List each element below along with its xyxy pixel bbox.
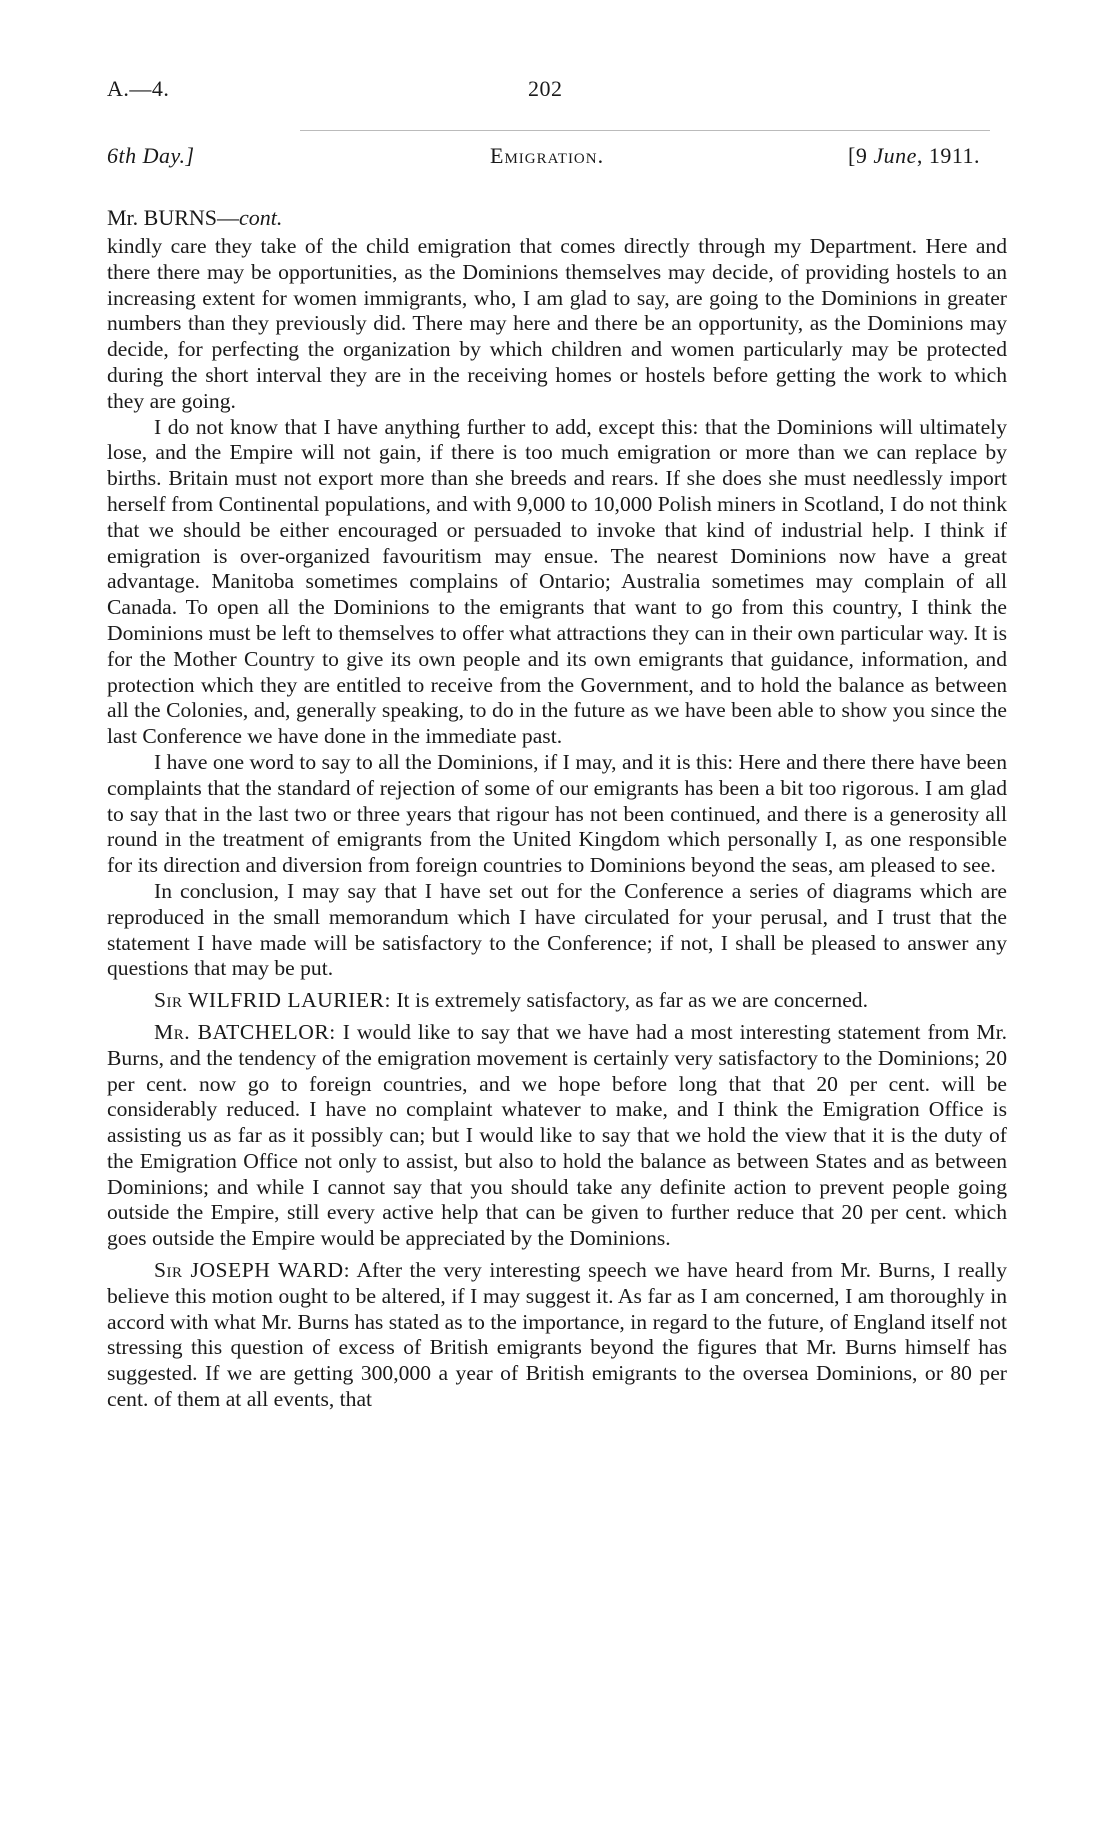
paragraph: [107, 988, 1007, 1014]
speaker-name: Mr. BATCHELOR:: [154, 1019, 336, 1044]
paragraph: I have one word to say to all the Dominions, if I may, and it is this: Here and there there have been complaints that the standard of rejection of some of our emigrants has been a bit too rigorous. I am glad to say that in the last two or three years that rigour has not been continued, and there is a generosity all round in the treatment of emigrants from the United Kingdom which personally I, as one responsible for its direction and diversion from foreign countries to Dominions beyond the seas, am pleased to see.: [107, 749, 1007, 878]
speaker-continued: [107, 205, 282, 231]
speech-text: After the very interesting speech we have heard from Mr. Burns, I really believe this motion ought to be altered, if I may suggest it. As far as I am concerned, I am thoroughly in accord with what Mr. Burns has stated as to the importance, in regard to the future, of England itself not stressing this question of excess of British emigrants beyond the figures that Mr. Burns himself has suggested. If we are getting 300,000 a year of British emigrants to the oversea Dominions, or 80 per cent. of them at all events, that: [107, 1258, 1007, 1412]
date-month: June: [873, 143, 917, 168]
paragraph: I do not know that I have anything further to add, except this: that the Dominions will ultimately lose, and the Empire will not gain, if there is too much emigration or more than we can replace by births. Britain must not export more than she breeds and rears. If she does she must needlessly import herself from Continental populations, and with 9,000 to 10,000 Polish miners in Scotland, I do not think that we should be either encouraged or persuaded to invoke that kind of industrial help. I think if emigration is over-organized favouritism may ensue. The nearest Dominions now have a great advantage. Manitoba sometimes complains of Ontario; Australia sometimes may complain of all Canada. To open all the Dominions to the emigrants that want to go from this country, I think the Dominions must be left to themselves to offer what attractions they can in their own particular way. It is for the Mother Country to give its own people and its own emigrants that guidance, information, and protection which they are entitled to receive from the Government, and to hold the balance as between all the Colonies, and, generally speaking, to do in the future as we have been able to show you since the last Conference we have done in the immediate past.: [107, 414, 1007, 749]
running-title: Emigration.: [490, 143, 605, 168]
paragraph: In conclusion, I may say that I have set out for the Conference a series of diagrams which are reproduced in the small memorandum which I have circulated for your perusal, and I trust that the statement I have made will be satisfactory to the Conference; if not, I shall be pleased to answer any questions that may be put.: [107, 878, 1007, 981]
date-prefix: [9: [848, 143, 874, 168]
page-number: 202: [528, 76, 563, 101]
speech-text: I would like to say that we have had a most interesting statement from Mr. Burns, and the tendency of the emigration movement is certainly very satisfactory to the Dominions; 20 per cent. now go to foreign countries, and we hope before long that that 20 per cent. will be considerably reduced. I have no complaint whatever to make, and I think the Emigration Office is assisting us as far as it possibly can; but I would like to say that we hold the view that it is the duty of the Emigration Office not only to assist, but also to hold the balance as between States and as between Dominions; and while I cannot say that you should take any definite action to prevent people going outside the Empire, still every active help that can be given to further reduce that 20 per cent. which goes outside the Empire would be appreciated by the Dominions.: [107, 1019, 1007, 1251]
series-number: A.—4.: [107, 76, 170, 101]
day-label: 6th Day.]: [107, 143, 195, 168]
body-text: [107, 234, 1007, 1413]
paragraph: kindly care they take of the child emigration that comes directly through my Department. Here and there there may be opportunities, as the Dominions themselves may decide, of providing hostels to an increasing extent for women immigrants, who, I am glad to say, are going to the Dominions in greater numbers than they previously did. There may here and there be an opportunity, as the Dominions may decide, for perfecting the organization by which children and women particularly may be protected during the short interval they are in the receiving homes or hostels before getting the work to which they are going.: [107, 234, 1007, 413]
speaker-name: Sir JOSEPH WARD:: [154, 1258, 351, 1283]
speech-text: It is extremely satisfactory, as far as we are concerned.: [390, 988, 868, 1013]
speaker-cont: cont.: [239, 205, 283, 230]
speaker-name: Sir WILFRID LAURIER:: [154, 988, 391, 1013]
header-rule: [300, 130, 990, 131]
date-label: [848, 143, 980, 169]
paragraph: [107, 1020, 1007, 1252]
date-suffix: , 1911.: [916, 143, 981, 168]
speaker-name: Mr. BURNS—: [107, 205, 240, 230]
paragraph: [107, 1258, 1007, 1413]
